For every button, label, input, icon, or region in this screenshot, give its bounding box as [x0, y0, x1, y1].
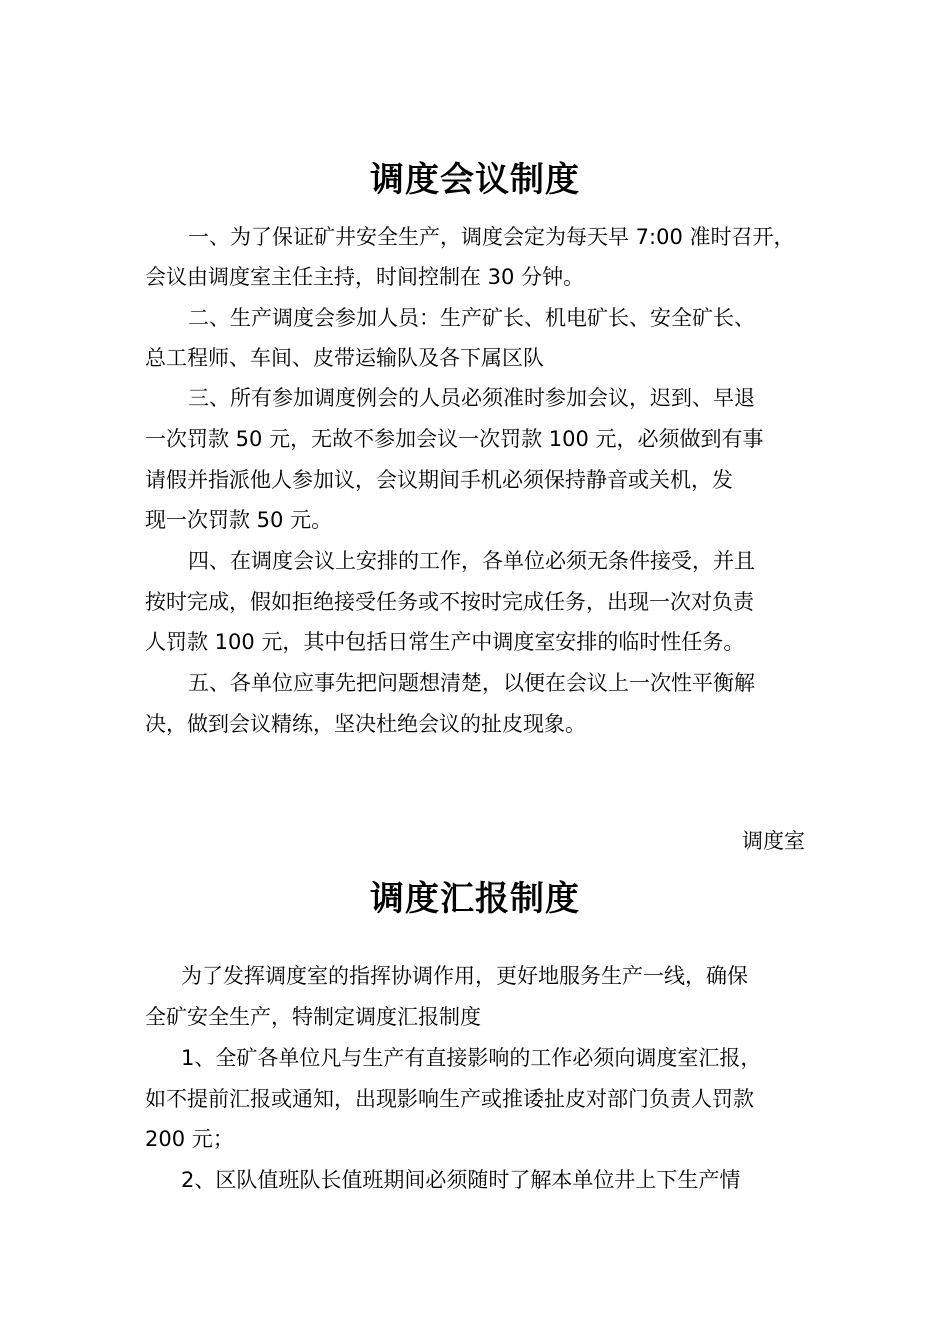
paragraph-line: 一、为了保证矿井安全生产，调度会定为每天早 7:00 准时召开， — [188, 225, 795, 249]
paragraph-line: 三、所有参加调度例会的人员必须准时参加会议，迟到、早退 — [188, 386, 755, 410]
paragraph-line: 如不提前汇报或通知，出现影响生产或推诿扯皮对部门负责人罚款 — [145, 1087, 754, 1111]
paragraph-line: 决，做到会议精练，坚决杜绝会议的扯皮现象。 — [145, 712, 586, 736]
report-system-title: 调度汇报制度 — [370, 879, 580, 919]
signature: 调度室 — [742, 829, 805, 853]
paragraph-line: 四、在调度会议上安排的工作，各单位必须无条件接受，并且 — [188, 549, 755, 573]
paragraph-line: 请假并指派他人参加议，会议期间手机必须保持静音或关机，发 — [145, 468, 733, 492]
paragraph-line: 200 元； — [145, 1127, 234, 1151]
paragraph-line: 2、区队值班队长值班期间必须随时了解本单位井上下生产情 — [181, 1168, 741, 1192]
paragraph-line: 为了发挥调度室的指挥协调作用，更好地服务生产一线，确保 — [181, 964, 748, 988]
paragraph-line: 1、全矿各单位凡与生产有直接影响的工作必须向调度室汇报， — [181, 1046, 762, 1070]
paragraph-line: 全矿安全生产，特制定调度汇报制度 — [145, 1005, 481, 1029]
paragraph-line: 五、各单位应事先把问题想清楚，以便在会议上一次性平衡解 — [188, 671, 755, 695]
paragraph-line: 会议由调度室主任主持，时间控制在 30 分钟。 — [145, 265, 585, 289]
paragraph-line: 现一次罚款 50 元。 — [145, 508, 333, 532]
paragraph-line: 一次罚款 50 元，无故不参加会议一次罚款 100 元，必须做到有事 — [145, 427, 764, 451]
meeting-system-title: 调度会议制度 — [370, 160, 580, 200]
paragraph-line: 总工程师、车间、皮带运输队及各下属区队 — [145, 346, 544, 370]
paragraph-line: 人罚款 100 元，其中包括日常生产中调度室安排的临时性任务。 — [145, 630, 745, 654]
paragraph-line: 二、生产调度会参加人员：生产矿长、机电矿长、安全矿长、 — [188, 306, 755, 330]
paragraph-line: 按时完成，假如拒绝接受任务或不按时完成任务，出现一次对负责 — [145, 590, 754, 614]
